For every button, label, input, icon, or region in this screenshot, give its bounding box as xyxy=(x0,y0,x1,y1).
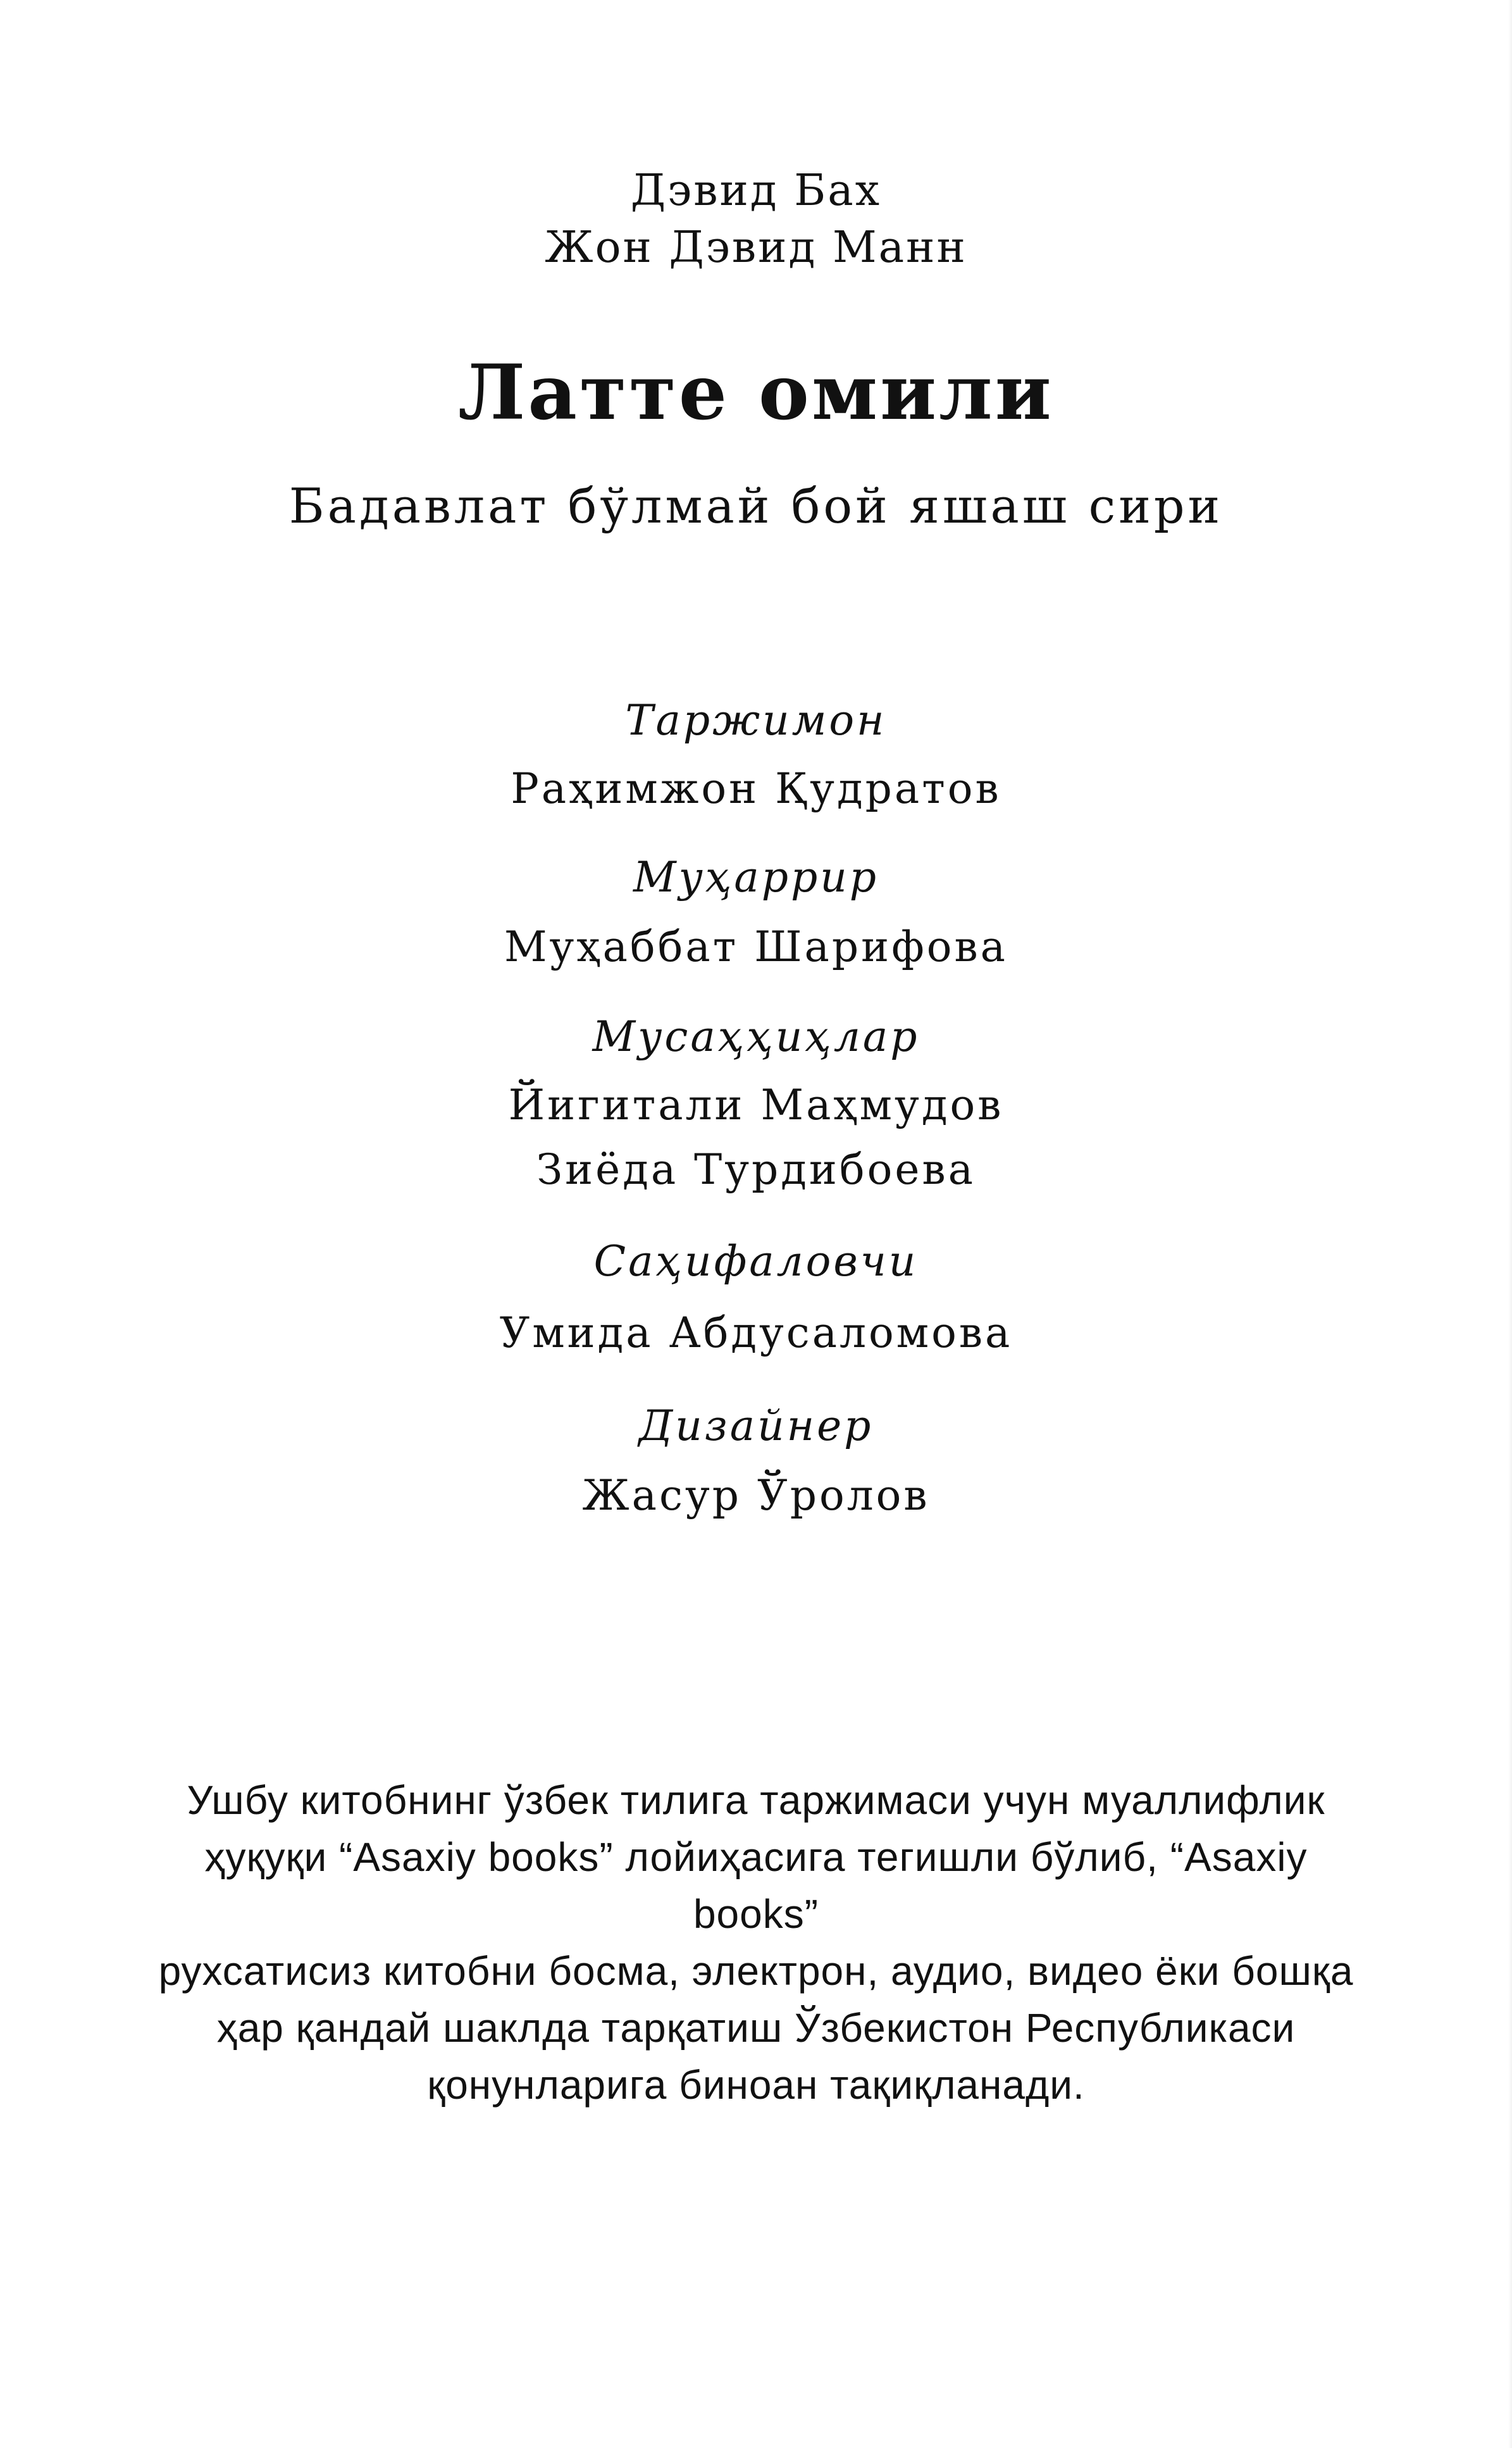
credit-person-proofreader-2: Зиёда Турдибоева xyxy=(536,1145,976,1194)
book-title: Латте омили xyxy=(458,348,1054,437)
credit-person-designer: Жасур Ўролов xyxy=(582,1471,930,1520)
author-1: Дэвид Бах xyxy=(630,166,882,216)
credit-role-translator: Таржимон xyxy=(625,696,887,745)
credit-role-designer: Дизайнер xyxy=(638,1401,874,1450)
credit-role-layout: Саҳифаловчи xyxy=(593,1237,919,1286)
notice-line: қонунларига биноан тақиқланади. xyxy=(427,2062,1085,2108)
credit-person-editor: Муҳаббат Шарифова xyxy=(504,923,1008,971)
credit-role-proofreaders: Мусаҳҳиҳлар xyxy=(592,1012,920,1061)
notice-line: ҳуқуқи “Asaxiy books” лойиҳасига тегишли бўлиб, “Asaxiy books” xyxy=(204,1834,1308,1937)
notice-line: ҳар қандай шаклда тарқатиш Ўзбекистон Республикаси xyxy=(216,2005,1296,2051)
notice-line: рухсатисиз китобни босма, электрон, аудио, видео ёки бошқа xyxy=(158,1948,1354,1994)
credit-person-translator: Раҳимжон Қудратов xyxy=(511,764,1001,813)
credit-person-layout: Умида Абдусаломова xyxy=(499,1308,1013,1357)
copyright-notice xyxy=(152,1772,1360,2113)
author-2: Жон Дэвид Манн xyxy=(545,223,967,273)
book-subtitle: Бадавлат бўлмай бой яшаш сири xyxy=(288,478,1224,534)
credit-person-proofreader-1: Йигитали Маҳмудов xyxy=(508,1081,1004,1129)
credit-role-editor: Муҳаррир xyxy=(633,853,879,902)
notice-line: Ушбу китобнинг ўзбек тилига таржимаси учун муаллифлик xyxy=(187,1777,1325,1823)
